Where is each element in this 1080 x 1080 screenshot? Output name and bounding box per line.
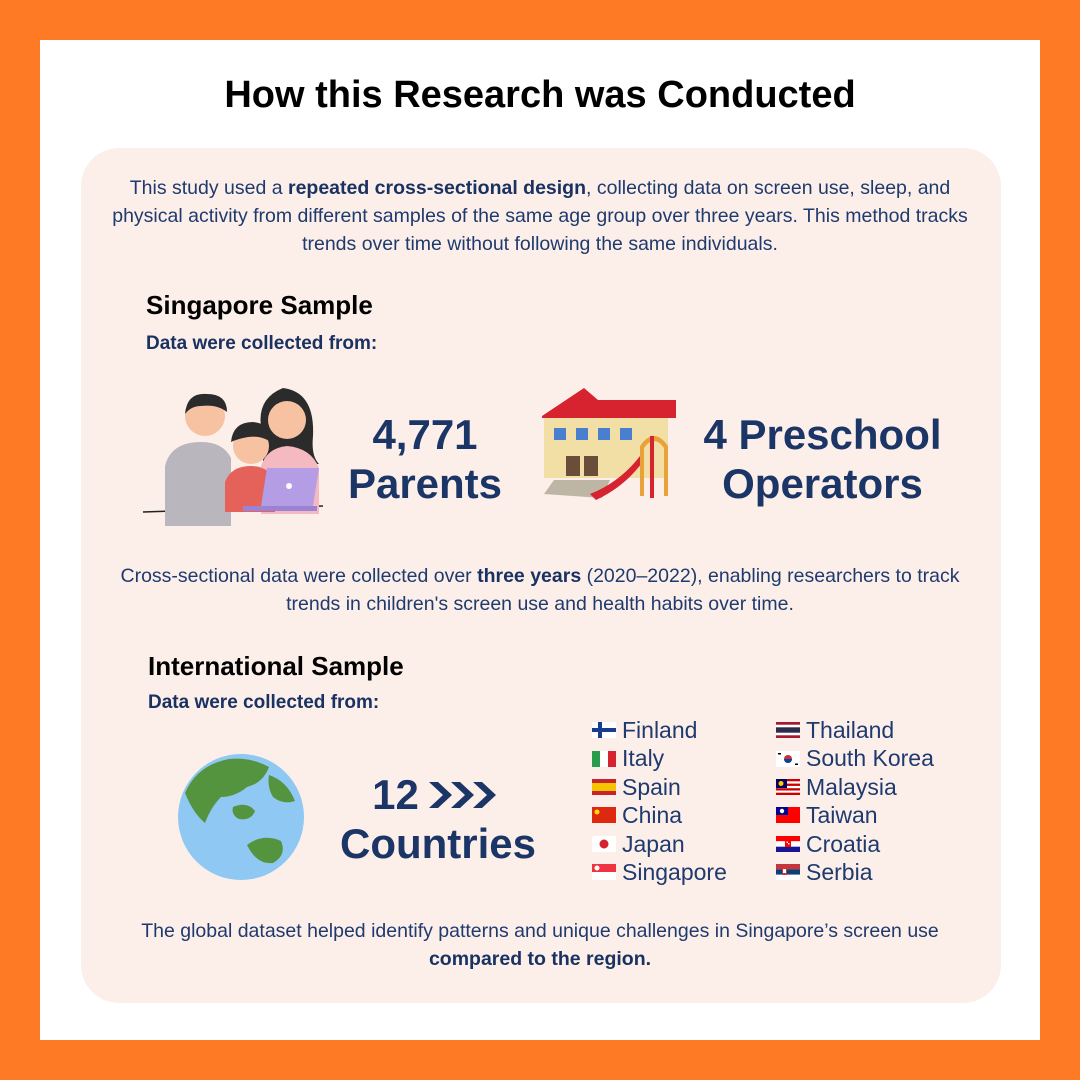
middle-highlight: three years (477, 565, 582, 587)
country-item: Spain (592, 773, 727, 801)
globe-icon (177, 753, 305, 881)
intro-text: This study used a repeated cross-sectional design, collecting data on screen use, sleep, and physical activity from different samples of the same age group over three years. This method tracks trends over time without following the same individuals. (112, 177, 968, 255)
italy-flag-icon (592, 751, 616, 767)
international-sample-title: International Sample (148, 651, 404, 681)
international-sample-subtitle: Data were collected from: (148, 692, 380, 713)
country-item: Serbia (776, 858, 934, 886)
finland-flag-icon (592, 722, 616, 738)
singapore-sample-title: Singapore Sample (146, 290, 373, 320)
spain-flag-icon (592, 779, 616, 795)
parents-count: 4,771 Parents (347, 411, 503, 507)
serbia-flag-icon (776, 864, 800, 880)
country-item: Taiwan (776, 801, 934, 829)
middle-text: Cross-sectional data were collected over three years (2020–2022), enabling researchers to track trends in children's screen use and health habits over time. (120, 565, 960, 615)
country-item: Finland (592, 716, 727, 744)
thailand-flag-icon (776, 722, 800, 738)
south-korea-flag-icon (776, 751, 800, 767)
intro-highlight: repeated cross-sectional design (287, 177, 587, 199)
japan-flag-icon (592, 836, 616, 852)
chevrons-right-icon (427, 780, 503, 810)
family-illustration (143, 386, 328, 528)
singapore-sample-subtitle: Data were collected from: (146, 333, 378, 354)
country-item: Japan (592, 830, 727, 858)
country-item: Italy (592, 744, 727, 772)
country-item: South Korea (776, 744, 934, 772)
country-item: Singapore (592, 858, 727, 886)
outro-highlight: compared to the region. (428, 948, 652, 970)
country-item: Malaysia (776, 773, 934, 801)
outro-text: The global dataset helped identify patterns and unique challenges in Singapore’s screen use compared to the region. (141, 920, 939, 970)
china-flag-icon (592, 807, 616, 823)
page-title: How this Research was Conducted (224, 74, 856, 116)
malaysia-flag-icon (776, 779, 800, 795)
croatia-flag-icon (776, 836, 800, 852)
country-item: Croatia (776, 830, 934, 858)
country-item: China (592, 801, 727, 829)
preschool-illustration (540, 386, 680, 504)
countries-count: 12 Countries (340, 771, 537, 867)
singapore-flag-icon (592, 864, 616, 880)
taiwan-flag-icon (776, 807, 800, 823)
countries-list-right (776, 716, 934, 886)
countries-list-left (592, 716, 727, 886)
country-item: Thailand (776, 716, 934, 744)
preschool-operators-count: 4 Preschool Operators (703, 411, 942, 507)
